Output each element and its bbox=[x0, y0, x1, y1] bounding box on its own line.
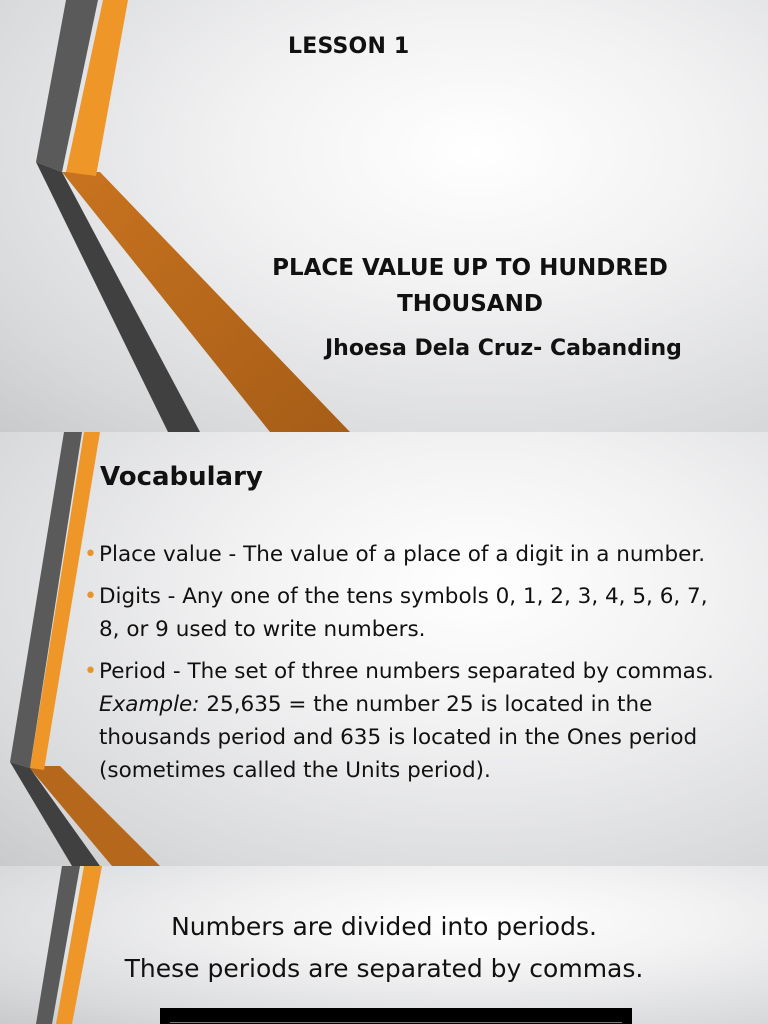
title-line-1: PLACE VALUE UP TO HUNDRED bbox=[272, 255, 668, 281]
decorative-stripes bbox=[0, 0, 768, 432]
vocab-text-before: Period - The set of three numbers separated by commas. bbox=[99, 659, 728, 684]
list-item bbox=[84, 655, 734, 787]
example-label: Example: bbox=[99, 692, 200, 717]
periods-text bbox=[0, 906, 768, 990]
periods-slide bbox=[0, 866, 768, 1024]
title-line-2: THOUSAND bbox=[397, 291, 543, 317]
bullet-icon: • bbox=[84, 542, 97, 567]
title-slide bbox=[0, 0, 768, 432]
vocab-text-after: 25,635 = the number 25 is located in the thousands period and 635 is located in the Ones period (sometimes called the Units period). bbox=[99, 692, 698, 783]
list-item bbox=[84, 580, 734, 646]
periods-line-2: These periods are separated by commas. bbox=[124, 954, 644, 983]
slide-title bbox=[230, 250, 710, 322]
bullet-icon: • bbox=[84, 584, 97, 609]
vocab-text: Place value - The value of a place of a digit in a number. bbox=[99, 542, 706, 567]
vocabulary-heading: Vocabulary bbox=[100, 462, 263, 492]
bullet-icon: • bbox=[84, 659, 97, 684]
place-value-table-top bbox=[160, 1008, 632, 1024]
vocabulary-list bbox=[84, 538, 734, 796]
table-border-line bbox=[170, 1022, 622, 1023]
vocab-text: Digits - Any one of the tens symbols 0, 1, 2, 3, 4, 5, 6, 7, 8, or 9 used to write numbers. bbox=[99, 584, 708, 642]
author-name: Jhoesa Dela Cruz- Cabanding bbox=[325, 336, 682, 361]
lesson-label: LESSON 1 bbox=[288, 34, 410, 59]
periods-line-1: Numbers are divided into periods. bbox=[171, 912, 597, 941]
list-item bbox=[84, 538, 734, 571]
vocabulary-slide bbox=[0, 432, 768, 866]
